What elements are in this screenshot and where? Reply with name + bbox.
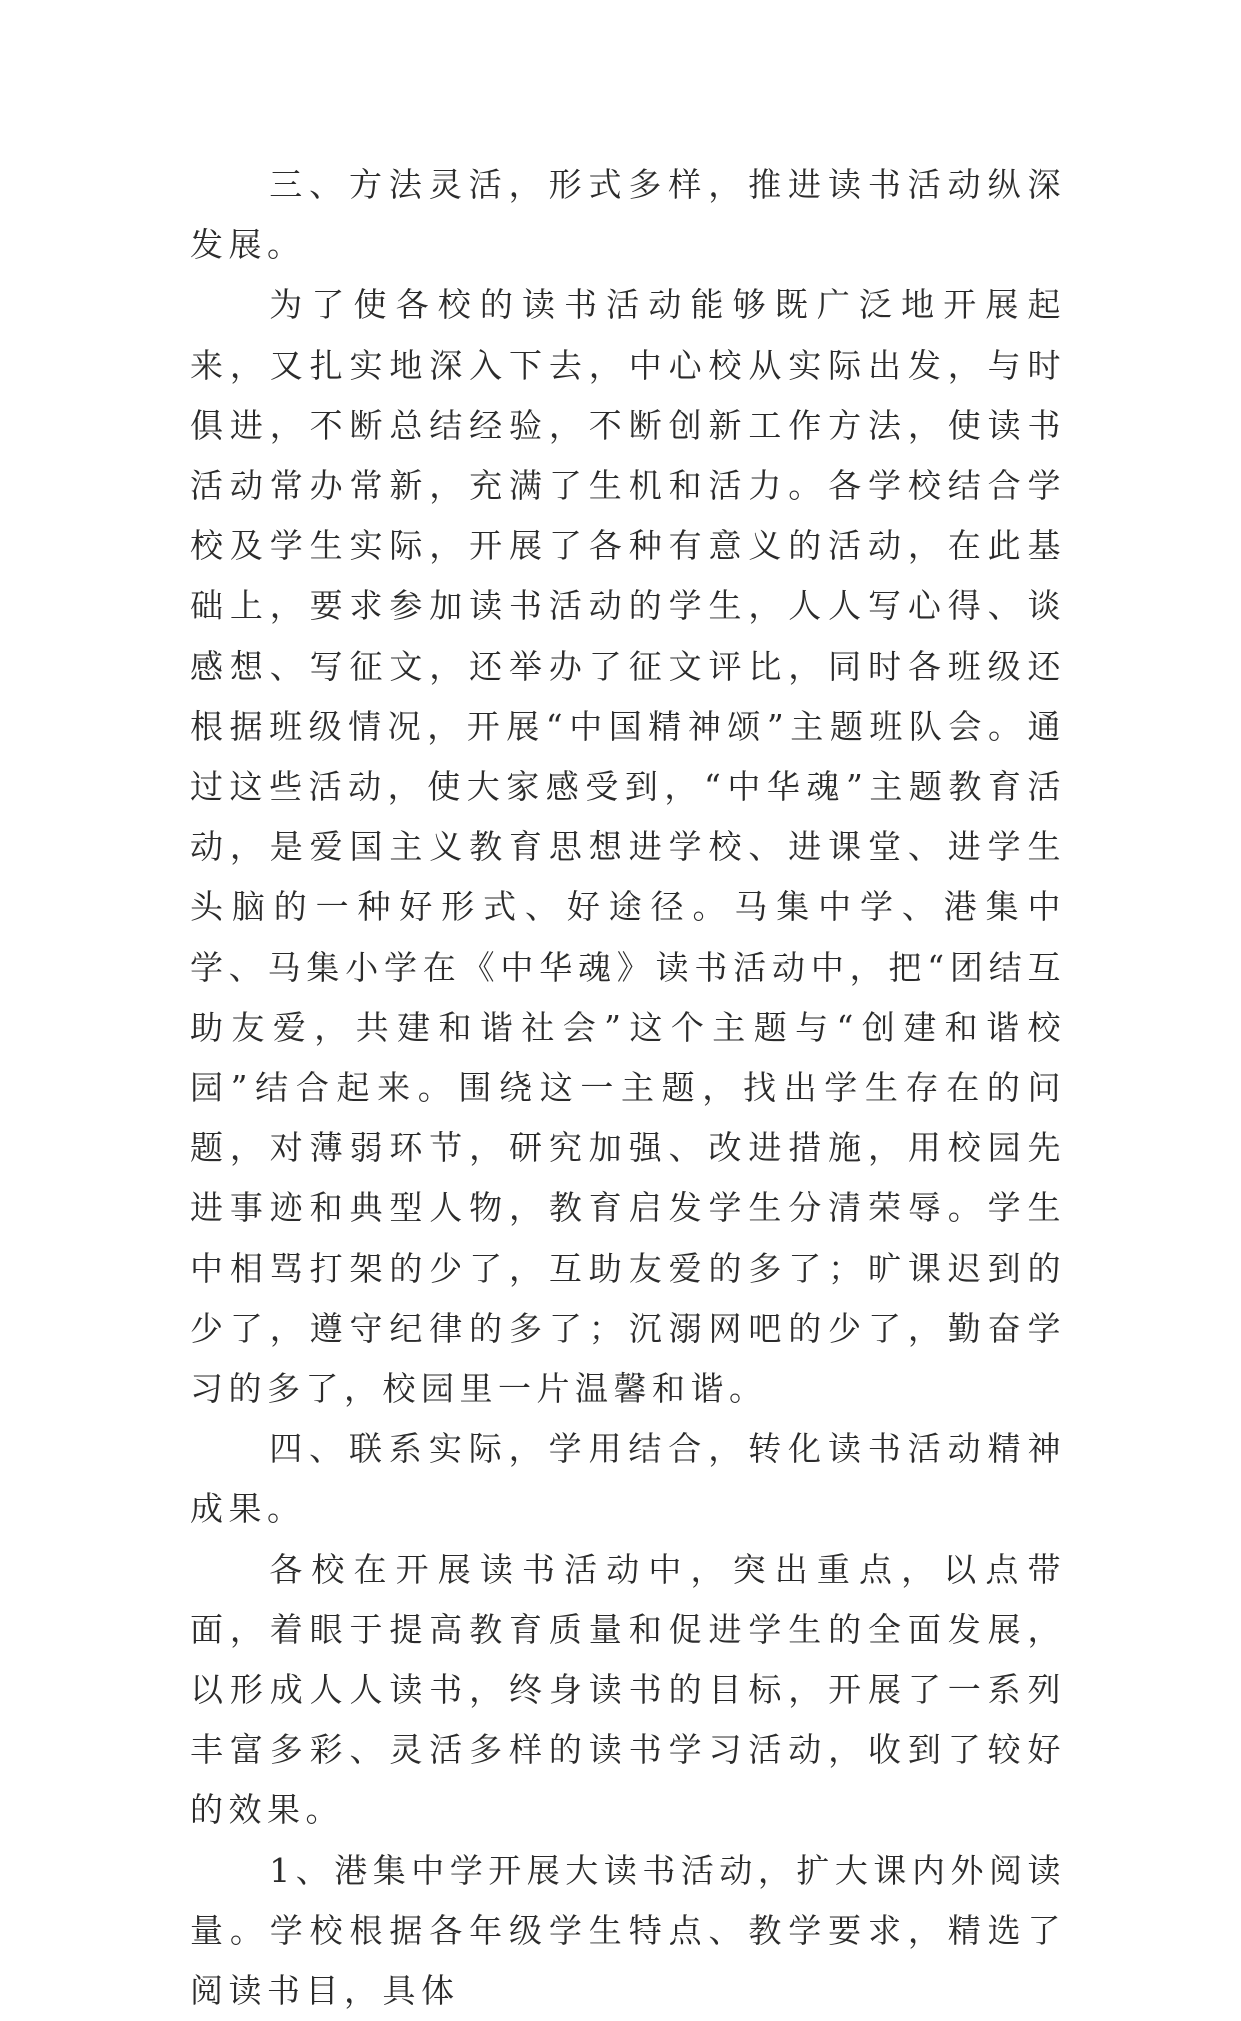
body-paragraph: 为了使各校的读书活动能够既广泛地开展起来，又扎实地深入下去，中心校从实际出发，与时俱进，不断总结经验，不断创新工作方法，使读书活动常办常新，充满了生机和活力。各学校结合学校及学生实际，开展了各种有意义的活动，在此基础上，要求参加读书活动的学生，人人写心得、谈感想、写征文，还举办了征文评比，同时各班级还根据班级情况，开展“中国精神颂”主题班队会。通过这些活动，使大家感受到，“中华魂”主题教育活动，是爱国主义教育思想进学校、进课堂、进学生头脑的一种好形式、好途径。马集中学、港集中学、马集小学在《中华魂》读书活动中，把“团结互助友爱，共建和谐社会”这个主题与“创建和谐校园”结合起来。围绕这一主题，找出学生存在的问题，对薄弱环节，研究加强、改进措施，用校园先进事迹和典型人物，教育启发学生分清荣辱。学生中相骂打架的少了，互助友爱的多了；旷课迟到的少了，遵守纪律的多了；沉溺网吧的少了，勤奋学习的多了，校园里一片温馨和谐。: [190, 285, 1066, 1409]
document-body: [190, 155, 1066, 2021]
body-paragraph: 1、港集中学开展大读书活动，扩大课内外阅读量。学校根据各年级学生特点、教学要求，精选了阅读书目，具体: [190, 1850, 1066, 2011]
section-heading-three: 三、方法灵活，形式多样，推进读书活动纵深发展。: [190, 165, 1066, 265]
body-paragraph: 各校在开展读书活动中，突出重点，以点带面，着眼于提高教育质量和促进学生的全面发展，以形成人人读书，终身读书的目标，开展了一系列丰富多彩、灵活多样的读书学习活动，收到了较好的效果。: [190, 1549, 1066, 1830]
section-heading-four: 四、联系实际，学用结合，转化读书活动精神成果。: [190, 1429, 1066, 1529]
